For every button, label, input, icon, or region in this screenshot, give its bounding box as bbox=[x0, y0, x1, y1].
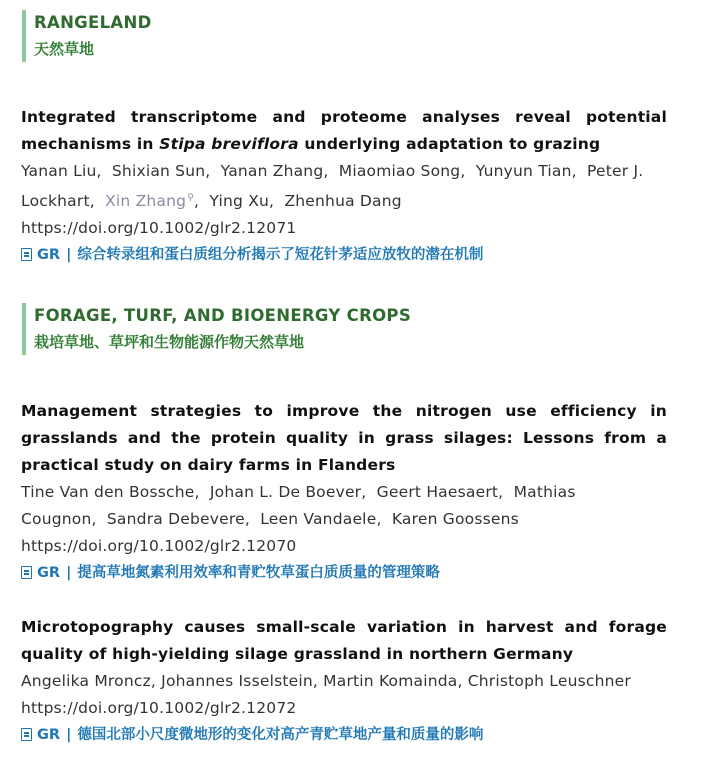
section-header-rangeland bbox=[22, 10, 152, 62]
author[interactable]: Yanan Zhang bbox=[220, 162, 324, 180]
author-list: Yanan Liu, Shixian Sun, Yanan Zhang, Miaomiao Song, Yunyun Tian, Peter J. Lockhart, Xin Zhang⚲, Ying Xu, Zhenhua Dang bbox=[21, 162, 644, 211]
article-title[interactable]: Microtopography causes small-scale variation in harvest and forage quality of high-yielding silage grassland in northern Germany bbox=[21, 618, 667, 663]
author[interactable]: Johan L. De Boever bbox=[209, 483, 362, 501]
author[interactable]: Geert Haesaert bbox=[376, 483, 499, 501]
section-title-en: FORAGE, TURF, AND BIOENERGY CROPS bbox=[34, 306, 412, 325]
document-icon bbox=[21, 728, 32, 741]
article-1 bbox=[21, 104, 667, 269]
author[interactable]: Sandra Debevere bbox=[106, 510, 245, 528]
section-title-zh: 天然草地 bbox=[34, 40, 95, 58]
gr-chinese-title: 综合转录组和蛋白质组分析揭示了短花针茅适应放牧的潜在机制 bbox=[77, 247, 484, 264]
key-icon: ⚲ bbox=[187, 193, 194, 203]
author[interactable]: Leen Vandaele bbox=[260, 510, 377, 528]
gr-label: GR bbox=[37, 565, 61, 581]
gr-link[interactable] bbox=[21, 242, 667, 269]
author[interactable]: Shixian Sun bbox=[111, 162, 206, 180]
section-header-forage bbox=[22, 303, 411, 355]
author[interactable]: Karen Goossens bbox=[391, 510, 519, 528]
doi-link[interactable]: https://doi.org/10.1002/glr2.12070 bbox=[21, 537, 297, 555]
gr-label: GR bbox=[37, 727, 61, 743]
author[interactable]: Yanan Liu bbox=[21, 162, 97, 180]
separator-bar: | bbox=[66, 247, 72, 264]
article-title[interactable]: Integrated transcriptome and proteome analyses reveal potential mechanisms in Stipa breviflora underlying adaptation to grazing bbox=[21, 108, 667, 153]
author[interactable]: Mathias Cougnon bbox=[21, 483, 576, 528]
separator-bar: | bbox=[66, 565, 72, 581]
doi-link[interactable]: https://doi.org/10.1002/glr2.12072 bbox=[21, 699, 297, 717]
gr-chinese-title: 德国北部小尺度微地形的变化对高产青贮草地产量和质量的影响 bbox=[77, 727, 484, 743]
gr-link[interactable] bbox=[21, 722, 667, 749]
author[interactable]: Yunyun Tian bbox=[475, 162, 572, 180]
article-3 bbox=[21, 614, 667, 749]
article-title[interactable]: Management strategies to improve the nitrogen use efficiency in grasslands and the protein quality in grass silages: Lessons from a practical study on dairy farms in Flanders bbox=[21, 402, 667, 474]
gr-chinese-title: 提高草地氮素利用效率和青贮牧草蛋白质质量的管理策略 bbox=[77, 565, 440, 581]
document-icon bbox=[21, 248, 32, 261]
author-list: Tine Van den Bossche, Johan L. De Boever, Geert Haesaert, Mathias Cougnon, Sandra Debevere, Leen Vandaele, Karen Goossens bbox=[21, 483, 576, 528]
gr-label: GR bbox=[37, 247, 61, 264]
section-title-en: RANGELAND bbox=[34, 13, 152, 32]
author[interactable]: Ying Xu bbox=[209, 192, 270, 211]
author[interactable]: Peter J. Lockhart bbox=[21, 162, 644, 211]
author[interactable]: Tine Van den Bossche bbox=[21, 483, 195, 501]
doi-link[interactable]: https://doi.org/10.1002/glr2.12071 bbox=[21, 219, 297, 238]
author-list: Angelika Mroncz, Johannes Isselstein, Martin Komainda, Christoph Leuschner bbox=[21, 672, 631, 690]
author-corresponding[interactable]: Xin Zhang bbox=[105, 192, 187, 211]
article-2 bbox=[21, 398, 667, 587]
separator-bar: | bbox=[66, 727, 72, 743]
section-title-zh: 栽培草地、草坪和生物能源作物天然草地 bbox=[34, 333, 305, 351]
document-icon bbox=[21, 566, 32, 579]
author[interactable]: Zhenhua Dang bbox=[284, 192, 402, 211]
author[interactable]: Miaomiao Song bbox=[338, 162, 461, 180]
gr-link[interactable] bbox=[21, 560, 667, 587]
